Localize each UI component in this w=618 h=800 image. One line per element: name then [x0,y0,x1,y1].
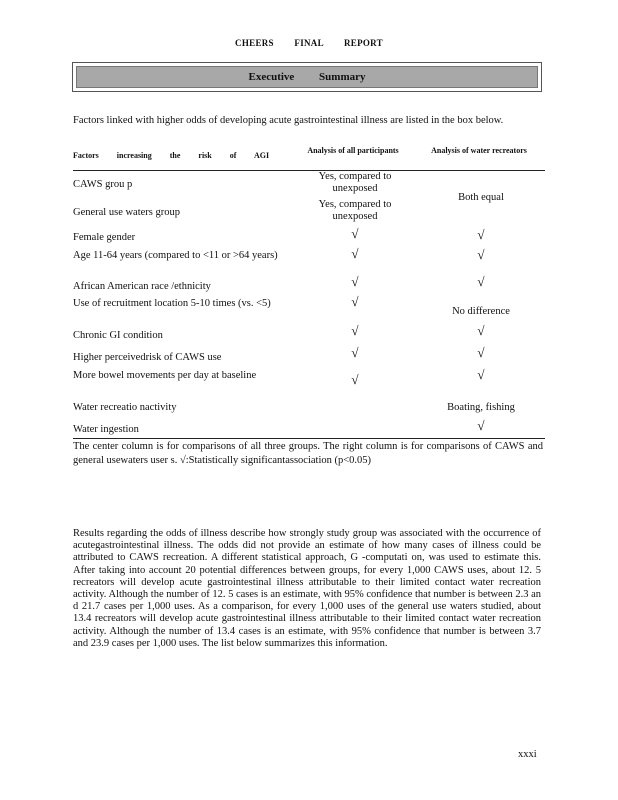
table-cell-water: No difference [452,306,510,317]
results-paragraph: Results regarding the odds of illness describe how strongly study group was associated with the occurrence of acutegastrointestinal illness. The odds did not provide an estimate of how many cases of illness could be attributed to CAWS recreation. A different statistical approach, G -computati on, was used to estimate this. After taking into account 20 potential differences between groups, for every 1,000 CAWS uses, about 12. 5 recreators will develop acute gastrointestinal illness attributable to their limited contact water recreation activity. Although the number of 12. 5 cases is an estimate, with 95% confidence that number is between 2.3 an d 21.7 cases per 1,000 uses. As a comparison, for every 1,000 uses of the general use waters studied, about 13.4 recreators will develop acute gastrointestinal illness attributable to their limited contact water recreation activity. Although the number of 13.4 cases is an estimate, with 95% confidence that number is between 3.7 and 23.9 cases per 1,000 uses. The list below summarizes this information. [73,528,541,649]
table-row-label: General use waters group [73,207,180,218]
column-header-water-recreators: Analysis of water recreators [431,146,527,155]
column-header-all-participants: Analysis of all participants [307,146,399,155]
page-number: xxxi [518,749,537,760]
check-mark: √ [351,323,359,338]
table-cell-all: Yes, compared to unexposed [318,199,392,222]
table-row-label: Water recreatio nactivity [73,402,177,413]
check-mark: √ [477,227,485,242]
check-mark: √ [351,274,359,289]
column-header-factors: Factors increasing the risk of AGI [73,151,270,160]
table-row-label: Female gender [73,232,136,243]
check-mark: √ [477,247,485,262]
check-mark: √ [477,418,485,433]
table-cell-all: Yes, compared to unexposed [318,171,392,194]
check-mark: √ [477,274,485,289]
table-row-label: Higher perceivedrisk of CAWS use [73,352,222,363]
report-header-title: CHEERS FINAL REPORT [235,38,383,48]
check-mark: √ [477,323,485,338]
check-mark: √ [351,226,359,241]
table-cell-water: Boating, fishing [447,402,515,413]
banner-title: Executive Summary [76,66,538,88]
table-footnote: The center column is for comparisons of all three groups. The right column is for comparisons of CAWS and general usewaters user s. √:Statistically significantassociation (p<0.05) [73,441,543,466]
check-mark: √ [351,372,359,387]
check-mark: √ [351,345,359,360]
table-bottom-rule [73,438,545,439]
check-mark: √ [351,246,359,261]
table-row-label: More bowel movements per day at baseline [73,370,257,381]
check-mark: √ [477,367,485,382]
table-row-label: Age 11-64 years (compared to <11 or >64 years) [73,250,278,261]
table-row-label: Water ingestion [73,424,139,435]
check-mark: √ [351,294,359,309]
table-row-label: Use of recruitment location 5-10 times (vs. <5) [73,298,271,309]
table-row-label: CAWS grou p [73,179,133,190]
check-mark: √ [477,345,485,360]
table-cell-water: Both equal [458,192,504,203]
executive-summary-banner [72,62,542,92]
table-row-label: African American race /ethnicity [73,281,211,292]
intro-paragraph: Factors linked with higher odds of developing acute gastrointestinal illness are listed in the box below. [73,115,504,126]
table-row-label: Chronic GI condition [73,330,163,341]
